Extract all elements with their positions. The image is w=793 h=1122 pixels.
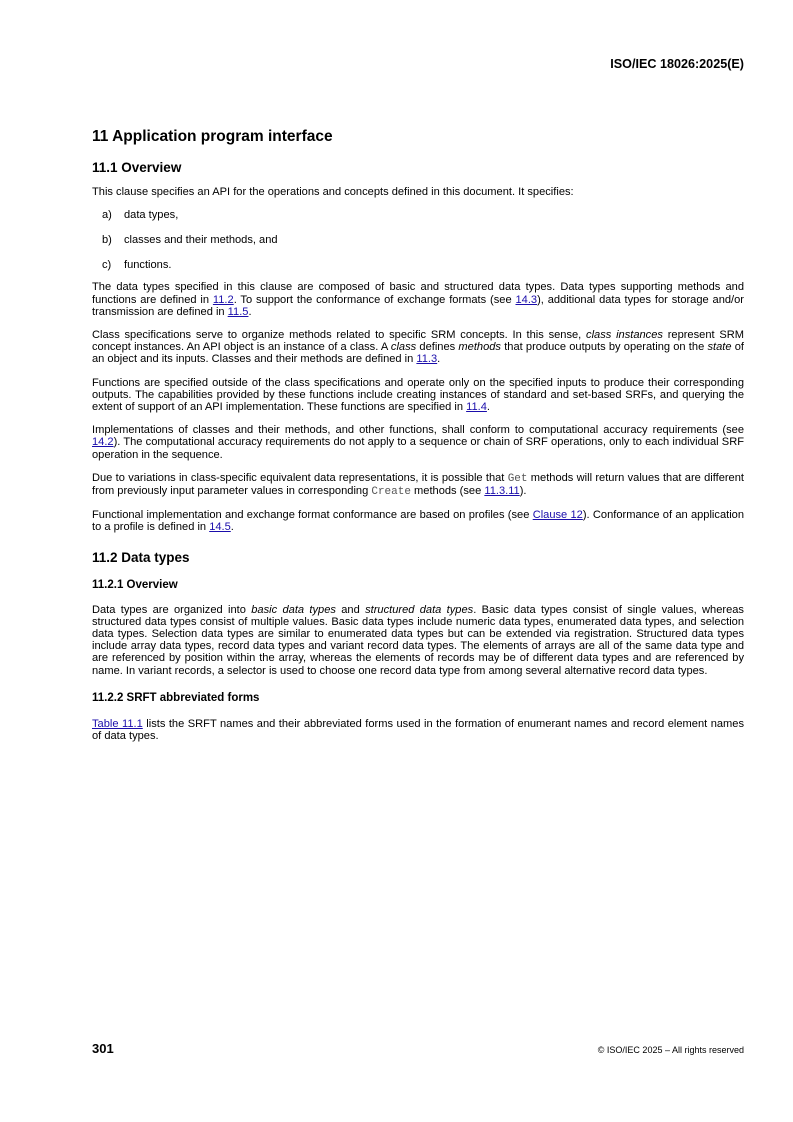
text: . To support the conformance of exchange formats (see [233, 293, 516, 306]
text: Class specifications serve to organize methods related to specific SRM concepts. In this sense, [92, 329, 587, 342]
page-number: 301 [92, 1041, 114, 1056]
text: of an object and its inputs. Classes and their methods are defined in [92, 341, 744, 366]
text: and [335, 603, 366, 616]
list-item [92, 209, 744, 221]
link-14-2[interactable]: 14.2 [92, 436, 114, 449]
text: ). The computational accuracy requirements do not apply to a sequence or chain of SRF operations, only to each individual SRF operation in the sequence. [92, 436, 744, 461]
link-11-3-11[interactable]: 11.3.11 [484, 485, 520, 498]
emphasis: structured data types [365, 603, 474, 616]
link-11-5[interactable]: 11.5 [227, 305, 249, 318]
link-11-2[interactable]: 11.2 [212, 293, 234, 306]
list-item [92, 234, 744, 246]
text: defines [416, 341, 459, 354]
text: Functions are specified outside of the class specifications and operate only on the specified inputs to produce their corresponding outputs. The capabilities provided by these functions include creating instances of standard and set-based SRFs, and querying the extent of support of an API implementation. These functions are specified in [92, 376, 744, 414]
emphasis: class [390, 341, 417, 354]
class-spec-paragraph [92, 329, 744, 366]
spec-list [92, 209, 744, 271]
text: lists the SRFT names and their abbreviated forms used in the formation of enumerant names and record element names of data types. [92, 717, 744, 743]
text: . [248, 305, 252, 318]
text: . [437, 353, 441, 366]
srft-paragraph [92, 718, 744, 742]
text: that produce outputs by operating on the [500, 341, 708, 354]
code-get: Get [507, 472, 528, 485]
link-11-4[interactable]: 11.4 [466, 401, 487, 414]
text: methods will return values that are different from previously input parameter values in corresponding [92, 471, 744, 498]
text: ). [519, 485, 527, 498]
text: . Basic data types consist of single values, whereas structured data types consist of multiple values. Basic data types include numeric data types, enumerated data types, and selection data types. Selection data types are similar to enumerated data types but can be extended via registration. Structured data types include array data types, record data types and variant record data types. The elements of arrays are all of the same data type and are referenced by position within the array, whereas the elements of records may be of different data types and are referenced by name. In variant records, a selector is used to choose one record data type from among several alternative record data types. [92, 603, 744, 677]
accuracy-paragraph [92, 424, 744, 461]
link-14-3[interactable]: 14.3 [515, 293, 538, 306]
text: Functional implementation and exchange format conformance are based on profiles (see [92, 509, 533, 522]
data-types-heading: 11.2 Data types [92, 549, 190, 565]
list-marker: a) [102, 209, 112, 222]
data-types-paragraph [92, 281, 744, 318]
text: Due to variations in class-specific equivalent data representations, it is possible that [92, 471, 508, 484]
text: ). Conformance of an application to a profile is defined in [92, 509, 745, 534]
emphasis: methods [458, 341, 501, 354]
link-14-5[interactable]: 14.5 [209, 521, 231, 534]
text: Implementations of classes and their methods, and other functions, shall conform to computational accuracy requirements (see [92, 424, 744, 437]
list-item-text: classes and their methods, and [124, 234, 278, 247]
text: Data types are organized into [92, 603, 252, 616]
overview-heading: 11.1 Overview [92, 160, 182, 175]
srft-heading: 11.2.2 SRFT abbreviated forms [92, 691, 260, 704]
link-clause-12[interactable]: Clause 12 [532, 509, 583, 522]
text: . [230, 521, 234, 534]
list-item-text: data types, [124, 209, 179, 222]
data-types-overview-paragraph [92, 604, 744, 677]
text: The data types specified in this clause are composed of basic and structured data types. Data types supporting methods and functions are defined in [92, 281, 744, 306]
list-item-text: functions. [124, 259, 172, 272]
text: . [486, 401, 490, 414]
conformance-paragraph [92, 509, 744, 533]
functions-paragraph [92, 377, 744, 414]
copyright-notice: © ISO/IEC 2025 – All rights reserved [597, 1045, 744, 1055]
variations-paragraph [92, 472, 744, 498]
data-types-overview-heading: 11.2.1 Overview [92, 578, 178, 591]
list-marker: c) [102, 259, 112, 272]
code-create: Create [371, 486, 411, 499]
text: represent SRM concept instances. An API object is an instance of a class. A [92, 329, 744, 354]
emphasis: state [707, 341, 732, 354]
section-title: 11 Application program interface [92, 128, 333, 145]
page-content [92, 128, 744, 753]
link-11-3[interactable]: 11.3 [416, 353, 438, 366]
emphasis: class instances [586, 329, 663, 342]
list-marker: b) [102, 234, 112, 247]
document-identifier: ISO/IEC 18026:2025(E) [610, 57, 744, 71]
text: ), additional data types for storage and/or transmission are defined in [92, 293, 745, 318]
emphasis: basic data types [251, 603, 336, 616]
list-item [92, 259, 744, 271]
intro-paragraph: This clause specifies an API for the operations and concepts defined in this document. It specifies: [92, 186, 574, 198]
link-table-11-1[interactable]: Table 11.1 [92, 717, 143, 730]
text: methods (see [410, 485, 485, 498]
